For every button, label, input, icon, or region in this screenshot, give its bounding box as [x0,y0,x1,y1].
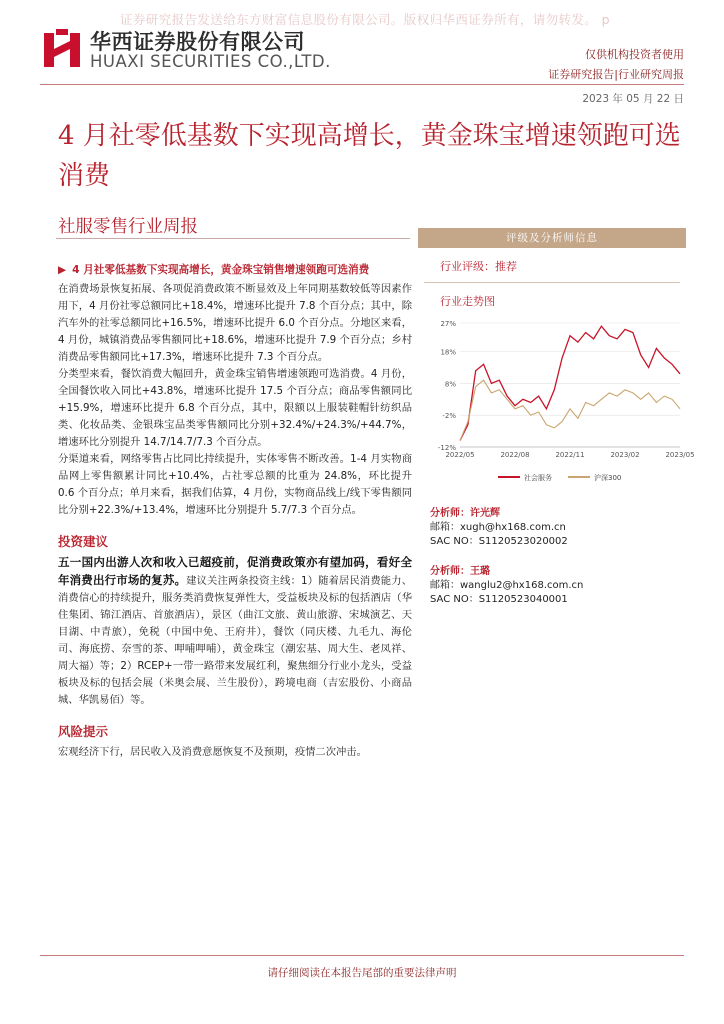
legend-label: 社会服务 [524,474,552,482]
huaxi-logo-icon [42,27,82,69]
report-title: 4 月社零低基数下实现高增长，黄金珠宝增速领跑可选消费 [58,121,681,191]
paragraph-channel: 分渠道来看，网络零售占比同比持续提升，实体零售不断改善。1-4 月实物商品网上零售额累计同比+10.4%，占社零总额的比重为 24.8%，环比提升 0.6 个百分点；单月来看，据我们估算，4 月份，实物商品线上/线下零售额同比分别+22.3%/+13.4%，增速环比分别提升 5.7/7.3 个百分点。 [58,453,412,516]
y-tick-label: -12% [437,444,456,452]
y-tick-label: 27% [440,320,456,328]
subtitle-divider [56,238,410,239]
paragraph-invest [58,554,412,709]
paragraph-category: 分类型来看，餐饮消费大幅回升，黄金珠宝销售增速领跑可选消费。4 月份，全国餐饮收入同比+43.8%，增速环比提升 17.5 个百分点；商品零售额同比+15.9%，增速环比提升 6.8 个百分点，其中，限额以上服装鞋帽针纺织品类、化妆品类、金银珠宝品类零售额同比分别+32.4%/+24.3%/+44.7%，增速环比分别提升 14.7/14.7/7.3 个百分点。 [58,368,412,448]
analyst-2-email: 邮箱：wanglu2@hx168.com.cn [430,580,584,591]
rating-value: 推荐 [495,260,517,273]
legend-label: 沪深300 [594,474,622,482]
report-body [58,262,412,761]
invest-text: 建议关注两条投资主线：1）随着居民消费能力、消费信心的持续提升，服务类消费恢复弹性大，受益板块及标的包括酒店（华住集团、锦江酒店、首旅酒店），景区（曲江文旅、黄山旅游、宋城演艺、天目湖、中青旅），免税（中国中免、王府井），餐饮（同庆楼、九毛九、海伦司、海底捞、奈雪的茶、呷哺呷哺），黄金珠宝（潮宏基、周大生、老凤祥、周大福）等；2）RCEP+一带一路带来发展红利，聚焦细分行业小龙头，受益板块及标的包括会展（米奥会展、兰生股份），跨境电商（吉宏股份、小商品城、华凯易佰）等。 [58,575,412,706]
summary-headline: ▶ 4 月社零低基数下实现高增长，黄金珠宝销售增速领跑可选消费 [58,264,370,276]
y-tick-label: 18% [440,348,456,357]
x-tick-label: 2022/11 [555,451,585,459]
x-tick-label: 2022/05 [445,451,475,459]
audience-note: 仅供机构投资者使用 [585,48,684,61]
x-tick-label: 2022/08 [500,451,530,459]
industry-rating: 行业评级：推荐 [440,260,517,273]
y-tick-label: 8% [444,380,456,389]
y-tick-label: -2% [442,412,456,421]
paragraph-overview: 在消费场景恢复拓展、各项促消费政策不断显效及上年同期基数较低等因素作用下，4 月份社零总额同比+18.4%，增速环比提升 7.8 个百分点；其中，除汽车外的社零总额同比+16.5%，增速环比提升 6.0 个百分点。分地区来看，4 月份，城镇消费品零售额同比+18.6%，增速环比提升 7.9 个百分点；乡村消费品零售额同比+17.3%，增速环比提升 7.3 个百分点。 [58,283,412,363]
triangle-bullet-icon: ▶ [58,264,67,276]
x-tick-label: 2023/02 [610,451,640,459]
watermark: 证券研究报告发送给东方财富信息股份有限公司。版权归华西证券所有，请勿转发。 p [120,12,611,27]
footer-disclaimer: 请仔细阅读在本报告尾部的重要法律声明 [267,967,457,979]
rating-analyst-panel [418,228,695,607]
trend-chart-title: 行业走势图 [440,295,495,308]
rating-divider [424,282,680,283]
header-divider [40,84,684,85]
analyst-1 [430,507,686,549]
report-date: 2023 年 05 月 22 日 [582,93,684,105]
analyst-2-sac: SAC NO：S1120523040001 [430,594,568,605]
panel-header: 评级及分析师信息 [418,228,686,248]
trend-chart [428,315,695,485]
x-tick-label: 2023/05 [665,451,695,459]
footer-divider [40,955,684,956]
report-subtitle: 社服零售行业周报 [58,217,198,237]
analyst-1-name: 分析师：许光辉 [430,508,500,519]
report-type: 证券研究报告|行业研究周报 [548,68,684,81]
series-line-hs300 [460,380,680,440]
analyst-1-email: 邮箱：xugh@hx168.com.cn [430,522,566,533]
invest-lead: 五一国内出游人次和收入已超疫前，促消费政策亦有望加码，看好全年消费出行市场的复苏。 [58,555,412,587]
analyst-1-sac: SAC NO：S1120523020002 [430,536,568,547]
risk-heading: 风险提示 [58,724,109,739]
company-name-en: HUAXI SECURITIES CO.,LTD. [90,52,331,71]
invest-heading: 投资建议 [58,534,109,549]
company-name-cn: 华西证券股份有限公司 [90,30,305,54]
paragraph-risk: 宏观经济下行，居民收入及消费意愿恢复不及预期，疫情二次冲击。 [58,746,367,758]
analyst-2 [430,565,686,607]
analyst-2-name: 分析师：王璐 [430,566,490,577]
